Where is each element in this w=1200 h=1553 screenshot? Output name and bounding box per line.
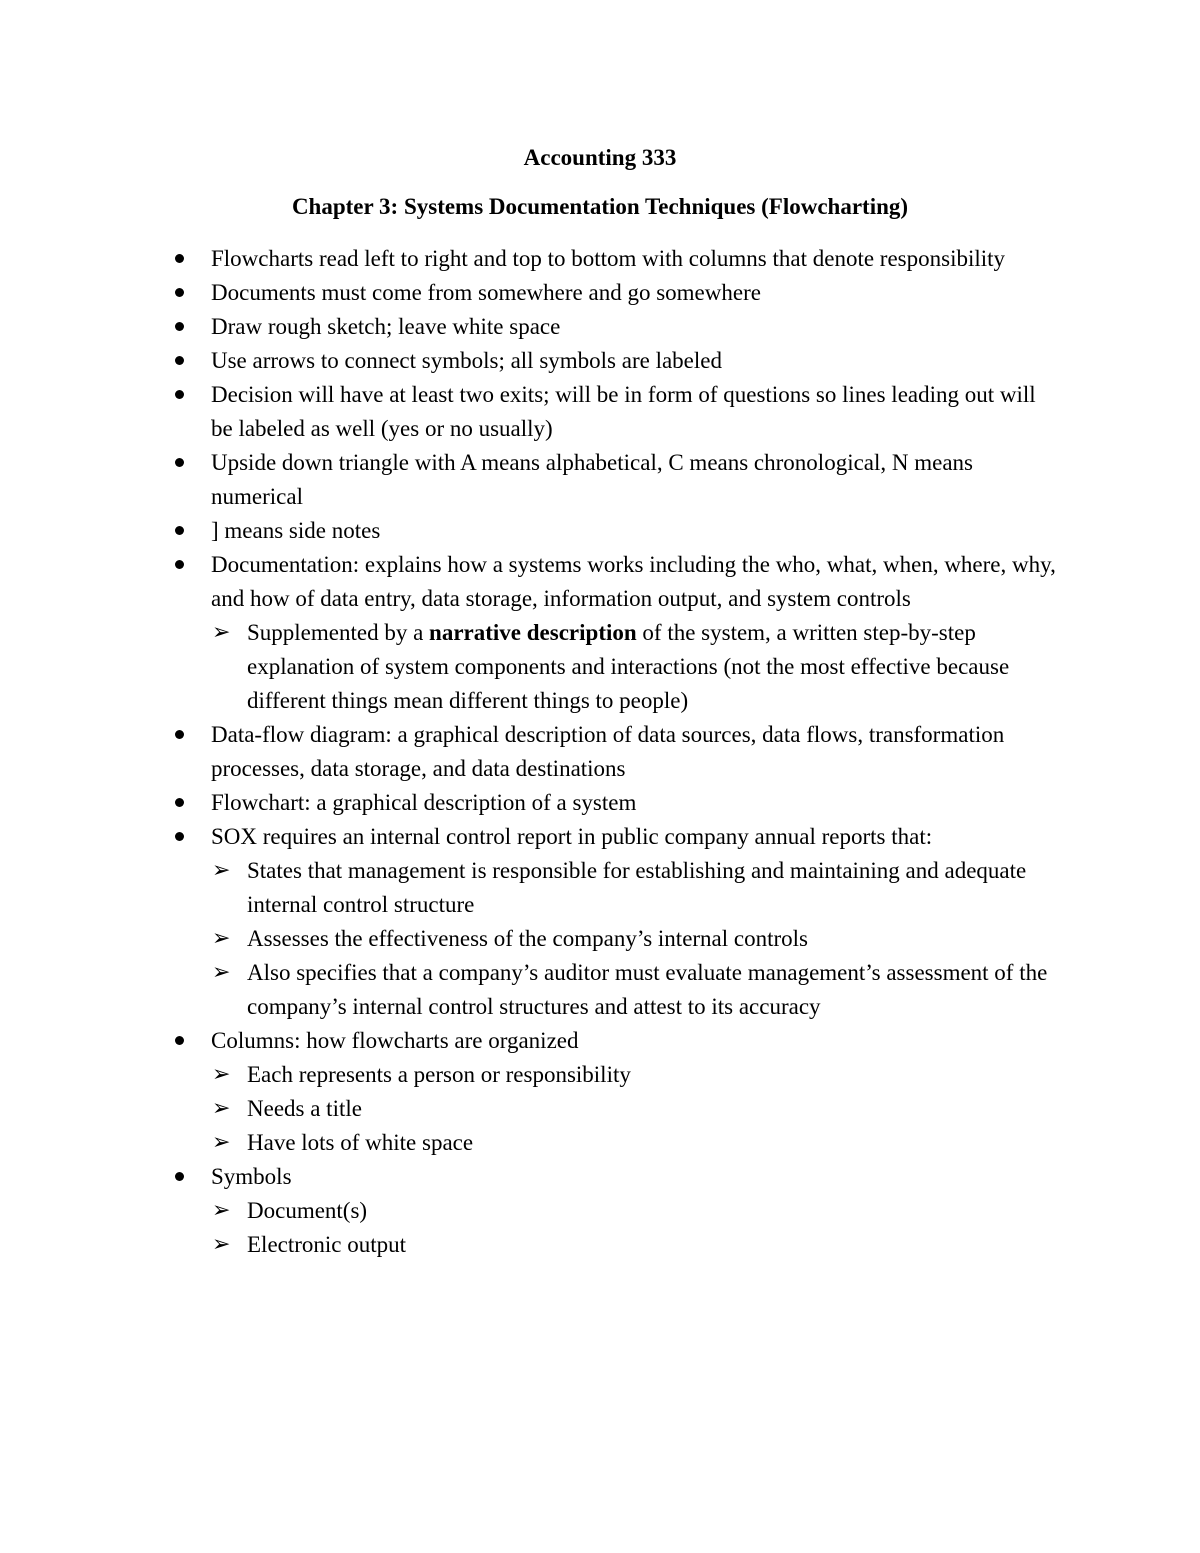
arrowhead-icon: ➢ [212, 858, 231, 883]
list-item-text: Flowcharts read left to right and top to bottom with columns that denote responsibility [211, 246, 1006, 271]
sub-list-item [0, 854, 1057, 922]
list-item-text: Documentation: explains how a systems works including the who, what, when, where, why, and how of data entry, data storage, information output, and system controls [211, 552, 1056, 611]
list-item [0, 310, 1061, 344]
bullet-icon [175, 1172, 184, 1181]
list-item [0, 820, 1061, 854]
list-item [0, 548, 1061, 616]
sub-list-item [0, 956, 1057, 1024]
list-item-text: ] means side notes [211, 518, 381, 543]
sub-list-item [0, 1228, 1057, 1262]
bullet-icon [175, 832, 184, 841]
sub-list-item [0, 1058, 1057, 1092]
sub-item-text: Also specifies that a company’s auditor must evaluate management’s assessment of the company’s internal control structures and attest to its accuracy [247, 960, 1048, 1019]
bullet-icon [175, 730, 184, 739]
sub-list-item [0, 1194, 1057, 1228]
sub-list-item [0, 1092, 1057, 1126]
list-item-text: Decision will have at least two exits; will be in form of questions so lines leading out will be labeled as well (yes or no usually) [211, 382, 1036, 441]
list-item [0, 344, 1061, 378]
list-item-text: Use arrows to connect symbols; all symbols are labeled [211, 348, 722, 373]
list-item [0, 276, 1061, 310]
notes-list [0, 242, 1200, 1262]
sub-item-text: Each represents a person or responsibility [247, 1062, 631, 1087]
list-item-text: Columns: how flowcharts are organized [211, 1028, 579, 1053]
bullet-icon [175, 356, 184, 365]
bullet-icon [175, 560, 184, 569]
arrowhead-icon: ➢ [212, 960, 231, 985]
list-item-text: Upside down triangle with A means alphabetical, C means chronological, N means numerical [211, 450, 974, 509]
list-item [0, 378, 1061, 446]
list-item [0, 446, 1061, 514]
sub-item-text-after: of the system, a written step-by-step explanation of system components and interactions (not the most effective because different things mean different things to people) [247, 620, 1010, 713]
arrowhead-icon: ➢ [212, 1130, 231, 1155]
list-item [0, 242, 1061, 276]
list-item-text: Documents must come from somewhere and go somewhere [211, 280, 761, 305]
sub-list-item [0, 616, 1057, 718]
bullet-icon [175, 458, 184, 467]
sub-list-item [0, 922, 1057, 956]
list-item-text: Draw rough sketch; leave white space [211, 314, 561, 339]
bullet-icon [175, 390, 184, 399]
sub-item-text: Document(s) [247, 1198, 368, 1223]
bullet-icon [175, 322, 184, 331]
bullet-icon [175, 1036, 184, 1045]
list-item [0, 718, 1061, 786]
list-item [0, 514, 1061, 548]
arrowhead-icon: ➢ [212, 1062, 231, 1087]
sub-item-bold-term: narrative description [429, 620, 637, 645]
chapter-heading: Chapter 3: Systems Documentation Techniques (Flowcharting) [291, 194, 909, 219]
bullet-icon [175, 288, 184, 297]
sub-item-text: Needs a title [247, 1096, 362, 1121]
sub-item-text: Assesses the effectiveness of the company’s internal controls [247, 926, 809, 951]
bullet-icon [175, 254, 184, 263]
arrowhead-icon: ➢ [212, 1198, 231, 1223]
list-item [0, 1160, 1061, 1194]
arrowhead-icon: ➢ [212, 1232, 231, 1257]
arrowhead-icon: ➢ [212, 1096, 231, 1121]
arrowhead-icon: ➢ [212, 926, 231, 951]
sub-item-text: States that management is responsible for establishing and maintaining and adequate internal control structure [247, 858, 1027, 917]
sub-list-item [0, 1126, 1057, 1160]
sub-item-text: Electronic output [247, 1232, 407, 1257]
sub-item-text-before: Supplemented by a [247, 620, 430, 645]
bullet-icon [175, 798, 184, 807]
document-title: Accounting 333 [523, 145, 677, 170]
list-item-text: Data-flow diagram: a graphical description of data sources, data flows, transformation processes, data storage, and data destinations [211, 722, 1005, 781]
list-item [0, 1024, 1061, 1058]
list-item [0, 786, 1061, 820]
list-item-text: Flowchart: a graphical description of a system [211, 790, 637, 815]
arrowhead-icon: ➢ [212, 620, 231, 645]
sub-item-text: Have lots of white space [247, 1130, 474, 1155]
list-item-text: Symbols [211, 1164, 292, 1189]
list-item-text: SOX requires an internal control report in public company annual reports that: [211, 824, 933, 849]
bullet-icon [175, 526, 184, 535]
